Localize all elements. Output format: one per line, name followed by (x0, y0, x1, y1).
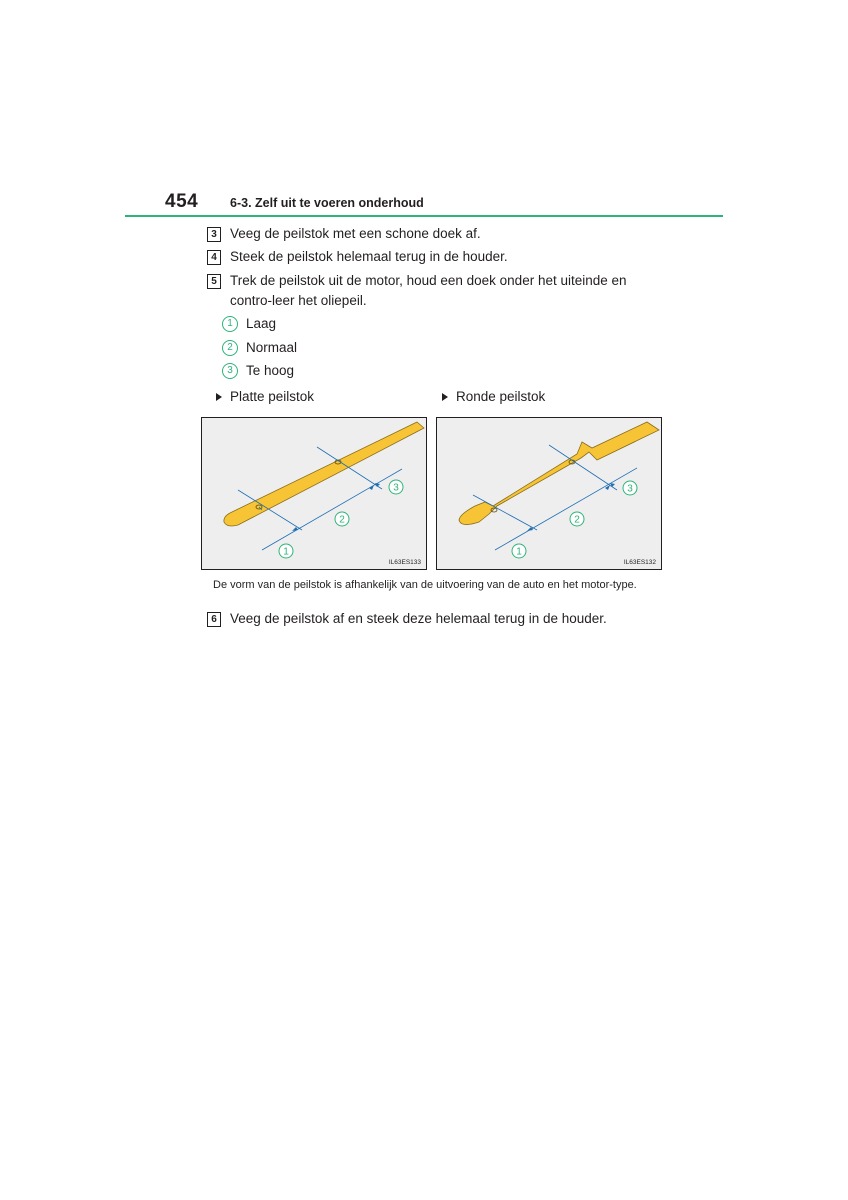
level-label: Normaal (246, 340, 298, 355)
svg-text:1: 1 (283, 546, 289, 558)
step-text: Veeg de peilstok af en steek deze helemaal terug in de houder. (230, 611, 607, 626)
figure-flat-dipstick (201, 417, 427, 570)
level-label: Te hoog (246, 363, 295, 378)
round-dipstick-illustration (437, 418, 661, 569)
callout-1 (279, 544, 293, 558)
callout-3 (623, 481, 637, 495)
svg-text:2: 2 (574, 514, 580, 526)
marker-1-icon: 1 (222, 316, 238, 332)
figure-code: IL63ES133 (388, 559, 421, 566)
marker-2-icon: 2 (222, 340, 238, 356)
svg-text:1: 1 (516, 546, 522, 558)
svg-text:3: 3 (627, 483, 633, 495)
dimension-lines (473, 445, 637, 550)
header-rule (125, 215, 723, 217)
callout-2 (335, 512, 349, 526)
svg-text:2: 2 (339, 514, 345, 526)
marker-3-icon: 3 (222, 363, 238, 379)
callout-3 (389, 480, 403, 494)
dipstick-body (459, 422, 659, 525)
step-number-box: 6 (207, 612, 221, 627)
step-text: Trek de peilstok uit de motor, houd een doek onder het uiteinde en contro-leer het oliepeil. (230, 273, 627, 308)
callout-2 (570, 512, 584, 526)
arrow-high-b (610, 483, 615, 487)
figure-round-dipstick (436, 417, 662, 570)
triangle-bullet-icon (216, 393, 222, 401)
figure-caption: De vorm van de peilstok is afhankelijk van de uitvoering van de auto en het motor-type. (213, 579, 637, 591)
level-label: Laag (246, 316, 277, 331)
step-number-box: 5 (207, 274, 221, 289)
svg-text:3: 3 (393, 482, 399, 494)
variant-label: Ronde peilstok (456, 389, 546, 404)
figure-code: IL63ES132 (623, 559, 656, 566)
step-number-box: 3 (207, 227, 221, 242)
section-title: 6-3. Zelf uit te voeren onderhoud (230, 196, 424, 210)
page-number: 454 (165, 191, 199, 212)
triangle-bullet-icon (442, 393, 448, 401)
callout-1 (512, 544, 526, 558)
arrow-low (292, 527, 298, 531)
variant-label: Platte peilstok (230, 389, 315, 404)
flat-dipstick-illustration (202, 418, 426, 569)
step-text: Veeg de peilstok met een schone doek af. (230, 226, 481, 241)
page-header (125, 188, 723, 218)
step-text: Steek de peilstok helemaal terug in de houder. (230, 249, 508, 264)
step-number-box: 4 (207, 250, 221, 265)
